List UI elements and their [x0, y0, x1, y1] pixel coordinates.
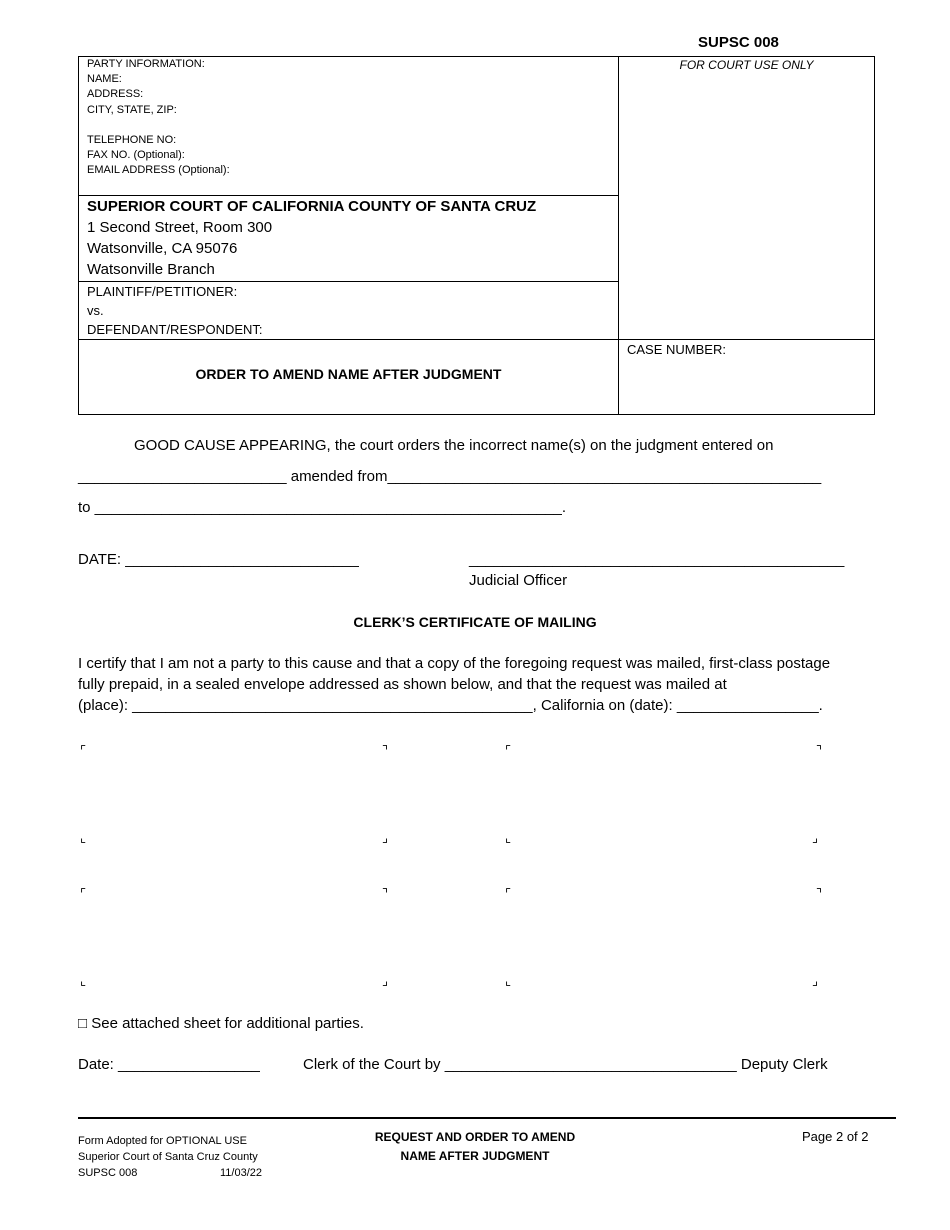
- party-name-label: NAME:: [87, 73, 122, 86]
- certificate-line-3: (place): ________________________________________________, California on (date): _________________.: [78, 697, 823, 714]
- court-branch-line: Watsonville Branch: [87, 261, 215, 278]
- clerk-date-line: Date: _________________: [78, 1056, 260, 1073]
- plaintiff-label: PLAINTIFF/PETITIONER:: [87, 284, 238, 299]
- address-block-1-top-left-corner: ⌜: [80, 743, 87, 758]
- footer-revision-date: 11/03/22: [220, 1167, 263, 1179]
- form-code: SUPSC 008: [698, 34, 779, 51]
- judicial-officer-label: Judicial Officer: [469, 572, 568, 589]
- address-block-2-top-right-corner: ⌝: [816, 743, 823, 758]
- certificate-line-2: fully prepaid, in a sealed envelope addressed as shown below, and that the request was mailed at: [78, 676, 727, 693]
- versus-label: vs.: [87, 303, 104, 318]
- party-fax-label: FAX NO. (Optional):: [87, 149, 185, 162]
- footer-title-line-2: NAME AFTER JUDGMENT: [400, 1149, 550, 1163]
- address-block-4-top-right-corner: ⌝: [816, 886, 823, 901]
- case-number-label: CASE NUMBER:: [627, 342, 726, 357]
- page-number: Page 2 of 2: [802, 1129, 869, 1144]
- address-block-3-bottom-left-corner: ⌞: [80, 973, 87, 988]
- party-info-heading: PARTY INFORMATION:: [87, 58, 205, 70]
- address-block-2-top-left-corner: ⌜: [505, 743, 512, 758]
- address-block-3-top-right-corner: ⌝: [382, 886, 389, 901]
- footer-adopted: Form Adopted for OPTIONAL USE: [78, 1135, 247, 1147]
- judicial-signature-line: _____________________________________________: [469, 551, 845, 568]
- court-use-label: FOR COURT USE ONLY: [679, 58, 814, 72]
- attached-sheet-checkbox[interactable]: □ See attached sheet for additional parties.: [78, 1015, 364, 1032]
- address-block-4-bottom-left-corner: ⌞: [505, 973, 512, 988]
- address-block-1-bottom-right-corner: ⌟: [382, 830, 389, 845]
- address-block-3-bottom-right-corner: ⌟: [382, 973, 389, 988]
- footer-form-code: SUPSC 008: [78, 1167, 138, 1179]
- order-line-1: GOOD CAUSE APPEARING, the court orders the incorrect name(s) on the judgment entered on: [134, 437, 774, 454]
- footer-title-line-1: REQUEST AND ORDER TO AMEND: [374, 1130, 576, 1144]
- certificate-title: CLERK’S CERTIFICATE OF MAILING: [353, 614, 597, 630]
- party-address-label: ADDRESS:: [87, 88, 144, 101]
- address-block-3-top-left-corner: ⌜: [80, 886, 87, 901]
- party-telephone-label: TELEPHONE NO:: [87, 134, 177, 146]
- court-address-line: 1 Second Street, Room 300: [87, 219, 273, 236]
- address-block-1-bottom-left-corner: ⌞: [80, 830, 87, 845]
- court-name: SUPERIOR COURT OF CALIFORNIA COUNTY OF SANTA CRUZ: [87, 198, 537, 215]
- party-email-label: EMAIL ADDRESS (Optional):: [87, 164, 230, 177]
- order-date-line: DATE: ____________________________: [78, 551, 359, 568]
- address-block-2-bottom-right-corner: ⌟: [812, 830, 819, 845]
- deputy-clerk-line: Clerk of the Court by ___________________________________ Deputy Clerk: [303, 1056, 828, 1073]
- footer-court: Superior Court of Santa Cruz County: [78, 1151, 258, 1163]
- party-information: [87, 57, 230, 179]
- footer-rule: [78, 1117, 896, 1119]
- defendant-label: DEFENDANT/RESPONDENT:: [87, 322, 263, 337]
- order-title: ORDER TO AMEND NAME AFTER JUDGMENT: [195, 366, 502, 382]
- order-line-2: _________________________ amended from____________________________________________________: [78, 468, 822, 485]
- certificate-line-1: I certify that I am not a party to this cause and that a copy of the foregoing request was mailed, first-class postage: [78, 655, 831, 672]
- party-city-label: CITY, STATE, ZIP:: [87, 103, 177, 116]
- address-block-2-bottom-left-corner: ⌞: [505, 830, 512, 845]
- court-use-box: [618, 56, 875, 340]
- court-city-line: Watsonville, CA 95076: [87, 240, 238, 257]
- party-spacer: [87, 118, 230, 133]
- address-block-4-top-left-corner: ⌜: [505, 886, 512, 901]
- order-line-3: to ________________________________________________________.: [78, 499, 567, 516]
- address-block-4-bottom-right-corner: ⌟: [812, 973, 819, 988]
- address-block-1-top-right-corner: ⌝: [382, 743, 389, 758]
